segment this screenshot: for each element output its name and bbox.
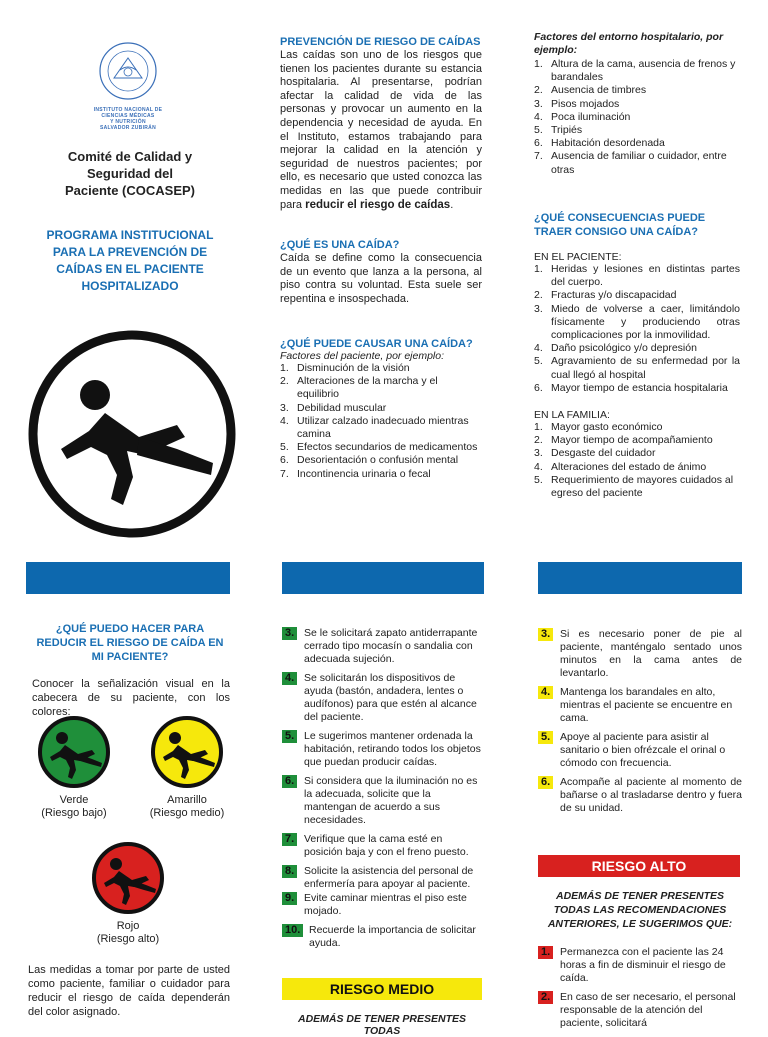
yellow-fall-icon [151,716,223,788]
paciente-label: EN EL PACIENTE: [534,251,622,263]
list-item: 2. Mayor tiempo de acompañamiento [534,434,713,447]
red-fall-icon [92,842,164,914]
prevencion-text: Las caídas son uno de los riesgos que tienen los pacientes durante su estancia hospitalaria. Al presentarse, podrían afectar la calidad de vida de las personas y provocar un aumento en la dependencia y necesidad de ayuda. En el Instituto, estamos trabajando para mejorar la calidad en la atención y seguridad de nuestros pacientes; por ello, es necesario que usted conozca las medidas en las que puede contribuir para reducir el riesgo de caídas. [280,49,482,211]
list-item: 1. Mayor gasto económico [534,421,663,434]
institute-seal-icon [92,40,164,102]
reducir-heading: ¿QUÉ PUEDO HACER PARA REDUCIR EL RIESGO DE CAÍDA EN MI PACIENTE? [36,623,224,663]
step-item: 8. Solicite la asistencia del personal de enfermería para apoyar al paciente. [282,865,482,891]
logo-text: INSTITUTO NACIONAL DE CIENCIAS MÉDICAS Y NUTRICIÓN SALVADOR ZUBIRÁN [93,107,163,131]
causas-list [280,362,482,481]
step-item: 6. Acompañe al paciente al momento de bañarse o al trasladarse dentro y fuera de su unidad. [538,776,742,815]
list-item: 6. Mayor tiempo de estancia hospitalaria [534,381,728,394]
entorno-list [534,58,740,177]
amarillo-steps [538,628,742,821]
consecuencias-heading: ¿QUÉ CONSECUENCIAS PUEDE TRAER CONSIGO UNA CAÍDA? [534,212,706,238]
step-item: 3. Si es necesario poner de pie al paciente, manténgalo sentado unos minutos en la cama antes de levantarlo. [538,628,742,680]
step-item: 5. Apoye al paciente para asistir al sanitario o bien ofrézcale el orinal o cómodo con frecuencia. [538,731,742,770]
list-item: 4. Utilizar calzado inadecuado mientras camina [280,414,469,441]
riesgo-alto-banner: RIESGO ALTO [538,855,740,877]
step-item: 3. Se le solicitará zapato antiderrapante cerrado tipo mocasín o sandalia con adecuada sujeción. [282,627,482,666]
list-item: 1. Altura de la cama, ausencia de frenos y barandales [534,58,736,84]
step-item: 1. Permanezca con el paciente las 24 horas a fin de disminuir el riesgo de caída. [538,946,742,985]
list-item: 1. Disminución de la visión [280,362,410,374]
causas-heading: ¿QUÉ PUEDE CAUSAR UNA CAÍDA? [280,338,473,350]
list-item: 3. Miedo de volverse a caer, limitándolo físicamente y produciendo otras complicaciones por la inmovilidad. [534,302,740,342]
list-item: 5. Efectos secundarios de medicamentos [280,441,478,454]
causas-section [280,338,482,481]
list-item: 6. Desorientación o confusión mental [280,454,459,467]
causas-subtitle: Factores del paciente, por ejemplo: [280,350,445,362]
prevencion-heading: PREVENCIÓN DE RIESGO DE CAÍDAS [280,36,481,48]
step-item: 6. Si considera que la iluminación no es la adecuada, solicite que la mantengan de acuerdo a sus necesidades. [282,775,482,827]
step-item: 4. Se solicitarán los dispositivos de ayuda (bastón, andadera, lentes o audífonos) para que estén al alcance del paciente. [282,672,482,724]
riesgo-alto-sub: ADEMÁS DE TENER PRESENTES TODAS LAS RECOMENDACIONES ANTERIORES, LE SUGERIMOS QUE: [547,890,733,930]
step-item: 2. En caso de ser necesario, el personal responsable de la atención del paciente, solicitará [538,991,742,1030]
green-caption: Verde (Riesgo bajo) [41,794,107,819]
fall-pictogram [27,329,237,539]
blue-divider-bar [282,562,484,594]
list-item: 5. Requerimiento de mayores cuidados al egreso del paciente [534,473,734,500]
que-es-heading: ¿QUÉ ES UNA CAÍDA? [280,239,400,251]
familia-label: EN LA FAMILIA: [534,409,610,422]
prevencion-bold: reducir el riesgo de caídas [305,198,451,211]
list-item: 1. Heridas y lesiones en distintas partes del cuerpo. [534,263,740,289]
step-item: 9. Evite caminar mientras el piso este mojado. [282,892,482,918]
blue-divider-bar [538,562,742,594]
step-item: 10. Recuerde la importancia de solicitar ayuda. [282,924,482,950]
list-item: 7. Ausencia de familiar o cuidador, entre otras [534,150,727,176]
riesgo-medio-sub: ADEMÁS DE TENER PRESENTES TODAS [297,1013,467,1037]
yellow-caption: Amarillo (Riesgo medio) [149,794,225,819]
entorno-subtitle: Factores del entorno hospitalario, por ejemplo: [534,31,724,56]
entorno-section [534,31,740,177]
blue-divider-bar [26,562,230,594]
green-signal [38,716,110,788]
red-signal [92,842,164,914]
list-item: 2. Fracturas y/o discapacidad [534,289,677,302]
list-item: 7. Incontinencia urinaria o fecal [280,467,431,480]
step-item: 4. Mantenga los barandales en alto, mientras el paciente se encuentre en cama. [538,686,742,725]
list-item: 3. Pisos mojados [534,97,620,110]
green-fall-icon [38,716,110,788]
falling-person-icon [27,329,237,539]
rojo-steps [538,946,742,1036]
list-item: 4. Daño psicológico y/o depresión [534,342,697,355]
prevencion-section [280,36,482,212]
program-title: PROGRAMA INSTITUCIONAL PARA LA PREVENCIÓN DE CAÍDAS EN EL PACIENTE HOSPITALIZADO [46,228,214,293]
reducir-outro: Las medidas a tomar por parte de usted como paciente, familiar o cuidador para reducir el riesgo de caída dependerán del color asignado. [28,964,230,1018]
step-item: 5. Le sugerimos mantener ordenada la habitación, retirando todos los objetos que puedan producir caídas. [282,730,482,769]
list-item: 4. Alteraciones del estado de ánimo [534,460,707,473]
list-item: 5. Tripiés [534,124,583,137]
que-es-section [280,239,482,306]
que-es-text: Caída se define como la consecuencia de un evento que lanza a la persona, al piso contra su voluntad. Esta suele ser repentina e insospechada. [280,252,482,305]
paciente-list [534,263,740,395]
yellow-signal [151,716,223,788]
list-item: 3. Debilidad muscular [280,401,387,414]
verde-steps [282,627,482,956]
list-item: 5. Agravamiento de su enfermedad por la cual llegó al hospital [534,355,740,381]
committee-name: Comité de Calidad y Seguridad del Paciente (COCASEP) [64,149,196,198]
reducir-intro: Conocer la señalización visual en la cabecera de su paciente, con los colores: [32,678,230,718]
list-item: 2. Alteraciones de la marcha y el equilibrio [280,375,438,401]
institute-logo [92,40,164,132]
red-caption: Rojo (Riesgo alto) [96,920,160,945]
list-item: 6. Habitación desordenada [534,137,665,150]
list-item: 2. Ausencia de timbres [534,84,647,97]
step-item: 7. Verifique que la cama esté en posición baja y con el freno puesto. [282,833,482,859]
familia-list [534,421,740,500]
list-item: 3. Desgaste del cuidador [534,447,656,460]
riesgo-medio-banner: RIESGO MEDIO [282,978,482,1000]
list-item: 4. Poca iluminación [534,110,631,123]
consecuencias-section [534,211,740,500]
